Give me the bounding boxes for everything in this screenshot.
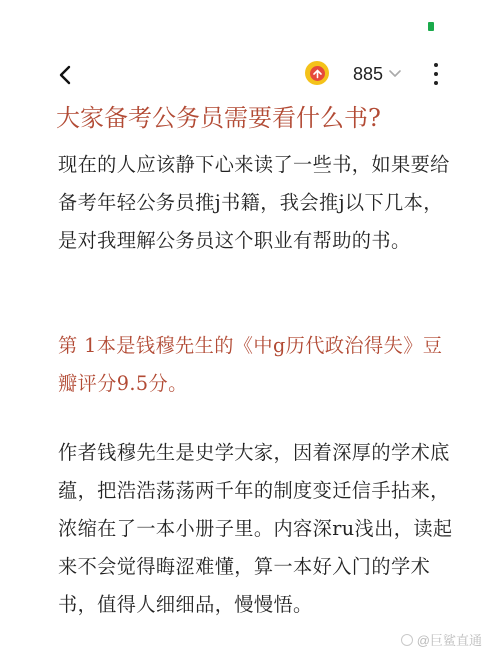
coin-icon [310,66,325,81]
chevron-down-icon [387,66,403,82]
more-vertical-icon [434,63,438,67]
watermark-text: @巨鲨直通 [416,633,482,648]
count-dropdown[interactable] [387,66,403,82]
status-bar [0,0,500,44]
back-arrow-icon [59,65,71,85]
coin-button[interactable] [305,61,329,85]
battery-icon [428,22,434,31]
article-title: 大家备考公务员需要看什么书? [56,104,381,132]
watermark [401,630,482,649]
top-nav-bar [0,52,500,98]
back-button[interactable] [54,62,76,88]
article-paragraph-1: 现在的人应该静下心来读了一些书，如果要给备考年轻公务员推j书籍，我会推j以下几本，是对我理解公务员这个职业有帮助的书。 [58,153,450,252]
article-paragraph-3: 作者钱穆先生是史学大家，因着深厚的学术底蕴，把浩浩荡荡两千年的制度变迁信手拈来，浓缩在了一本小册子里。内容深ru浅出，读起来不会觉得晦涩难懂，算一本好入门的学术书，值得人细细品，慢慢悟。 [58,441,453,616]
watermark-logo-icon [401,634,413,646]
more-button[interactable] [430,63,442,85]
coin-count: 885 [353,64,384,84]
article-paragraph-2: 第 1本是钱穆先生的《中g历代政治得失》豆瓣评分9.5分。 [58,334,443,395]
